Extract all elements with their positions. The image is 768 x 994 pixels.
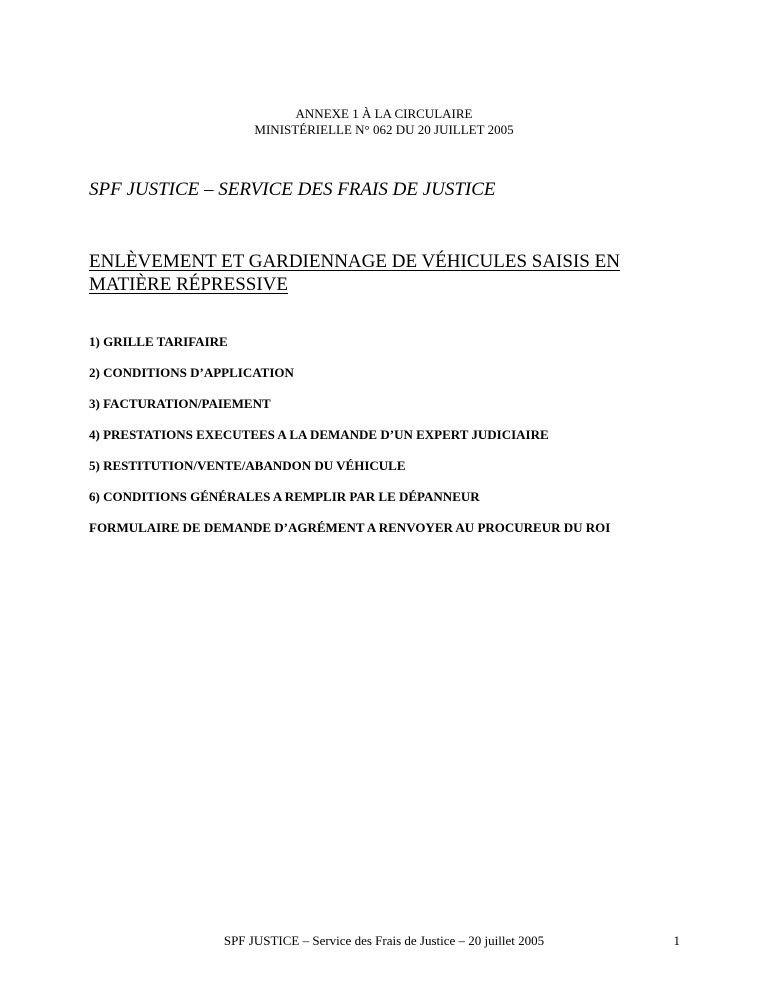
footer-text: SPF JUSTICE – Service des Frais de Justice – 20 juillet 2005 (223, 933, 545, 948)
toc-item-facturation-paiement: 3) FACTURATION/PAIEMENT (89, 396, 271, 411)
annex-header (0, 106, 768, 138)
toc-item-conditions-application: 2) CONDITIONS D’APPLICATION (89, 365, 294, 380)
page-number: 1 (673, 933, 680, 948)
table-of-contents (89, 334, 689, 551)
toc-item-formulaire-agrement: FORMULAIRE DE DEMANDE D’AGRÉMENT A RENVOYER AU PROCUREUR DU ROI (89, 520, 611, 535)
toc-item-grille-tarifaire: 1) GRILLE TARIFAIRE (89, 334, 228, 349)
document-title: ENLÈVEMENT ET GARDIENNAGE DE VÉHICULES SAISIS EN MATIÈRE RÉPRESSIVE (89, 251, 620, 295)
toc-item-conditions-generales: 6) CONDITIONS GÉNÉRALES A REMPLIR PAR LE DÉPANNEUR (89, 489, 480, 504)
toc-item-restitution-vente: 5) RESTITUTION/VENTE/ABANDON DU VÉHICULE (89, 458, 406, 473)
service-title: SPF JUSTICE – SERVICE DES FRAIS DE JUSTICE (89, 179, 496, 200)
annex-line-1: ANNEXE 1 À LA CIRCULAIRE (295, 106, 473, 121)
toc-item-prestations-expert: 4) PRESTATIONS EXECUTEES A LA DEMANDE D’UN EXPERT JUDICIAIRE (89, 427, 549, 442)
annex-line-2: MINISTÉRIELLE N° 062 DU 20 JUILLET 2005 (254, 122, 514, 137)
